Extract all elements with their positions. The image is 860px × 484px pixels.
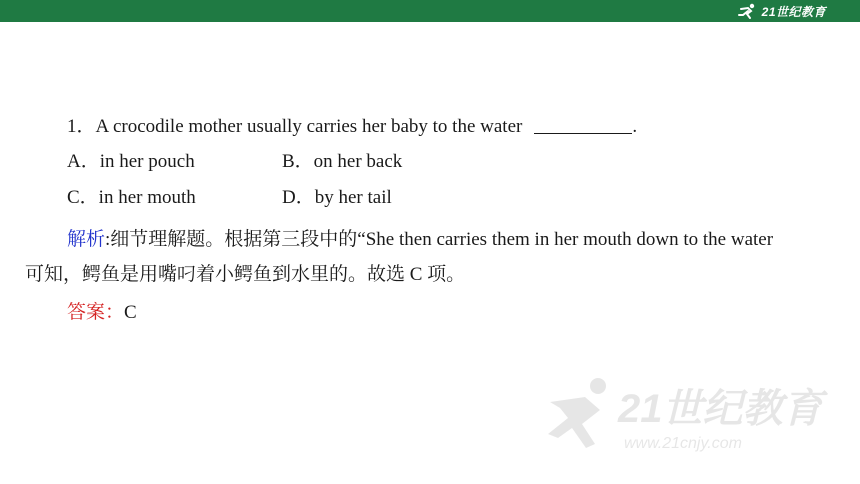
- analysis-line-1: [67, 230, 773, 249]
- answer-label: 答案：: [67, 302, 125, 323]
- analysis-label: 解析: [67, 229, 106, 250]
- watermark-subtext: www.21cnjy.com: [624, 435, 742, 452]
- question-stem: [67, 117, 637, 136]
- question-text: A crocodile mother usually carries her baby to the water: [95, 116, 523, 137]
- watermark-text: 21世纪教育: [618, 387, 823, 431]
- header-bar: [0, 0, 860, 22]
- option-b: B．on her back: [282, 151, 403, 172]
- brand-text: 21世纪教育: [761, 4, 826, 19]
- answer-line: [67, 303, 137, 322]
- option-a: A．in her pouch: [67, 151, 195, 172]
- analysis-colon: :: [105, 229, 111, 250]
- watermark-logo: [540, 372, 840, 462]
- runner-logo-icon: [737, 3, 759, 19]
- question-number: 1．: [67, 116, 96, 137]
- option-d: D．by her tail: [282, 187, 392, 208]
- answer-value: C: [124, 302, 137, 323]
- answer-blank: [534, 132, 632, 134]
- analysis-line-2: 可知，鳄鱼是用嘴叼着小鳄鱼到水里的。故选 C 项。: [25, 264, 466, 285]
- analysis-text-1: 细节理解题。根据第三段中的“She then carries them in her mouth down to the water: [110, 229, 774, 250]
- question-period: .: [632, 116, 638, 137]
- brand-logo: [737, 3, 826, 19]
- option-c: C．in her mouth: [67, 187, 196, 208]
